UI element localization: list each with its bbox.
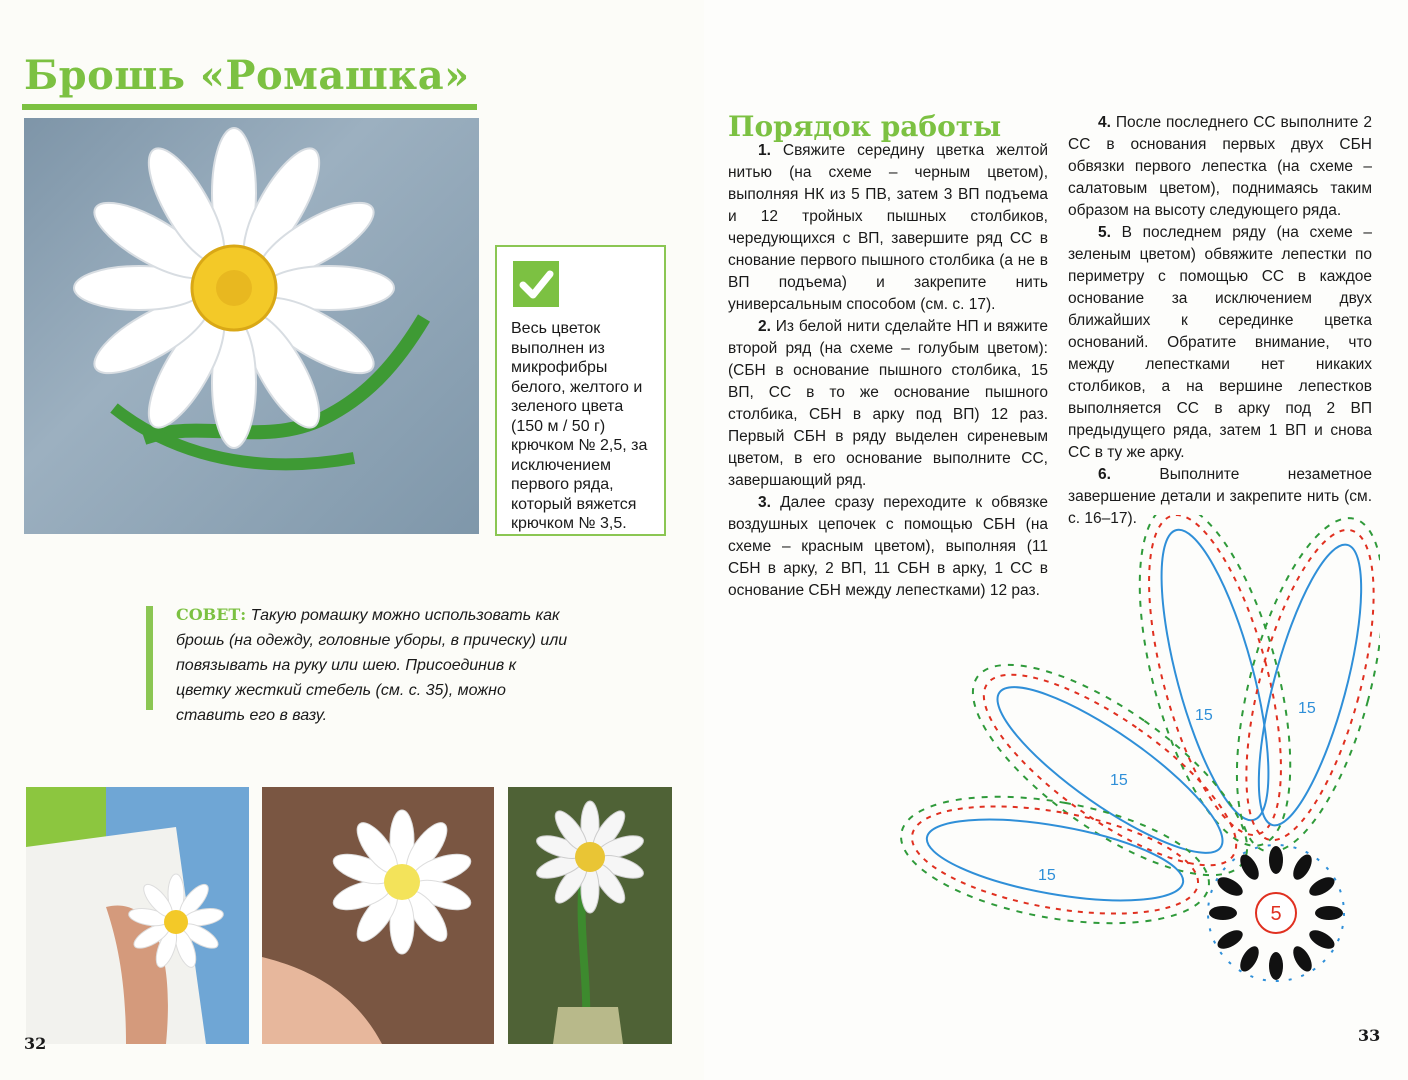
step-2: 2. Из белой нити сделайте НП и вяжите второй ряд (на схеме – голубым цветом): (СБН в основание пышного столбика, 15 ВП, СС в то же основание пышного столбика, СБН в арку под ВП) 12 раз. Первый СБН в ряду выделен сиреневым цветом, в его основание выполните СС, завершающий ряд.: [728, 318, 1048, 489]
crochet-diagram: [880, 515, 1380, 1045]
page-number-right: 33: [1358, 1026, 1381, 1045]
step-4: 4. После последнего СС выполните 2 СС в основания первых двух СБН обвязки первого лепестка (на схеме – салатовым цветом), поднимаясь таким образом на высоту следующего ряда.: [1068, 114, 1372, 219]
tip-body: Такую ромашку можно использовать как брошь (на одежду, головные уборы, в прическу) или повязывать на руку или шею. Присоединив к цветку жесткий стебель (см. с. 35), можно ставить его в вазу.: [176, 607, 568, 724]
petal-label-3: 15: [1110, 772, 1128, 789]
step-5: 5. В последнем ряду (на схеме – зеленым цветом) обвяжите лепестки по периметру с помощью СС в каждое основание за исключением двух ближайших к серединке цветка оснований. Обратите внимание, что между лепестками нет никаких столбиков, а на вершине лепестков выполняется СС в арку под 2 ВП предыдущего ряда, затем 1 ВП и снова СС в ту же арку.: [1068, 224, 1372, 461]
instructions-column-2: [1068, 112, 1372, 530]
section-title: Порядок работы: [728, 110, 1002, 143]
page-number-left: 32: [24, 1034, 47, 1053]
center-label: 5: [1270, 903, 1282, 925]
tip-text-block: [176, 602, 568, 728]
tip-label: СОВЕТ:: [176, 605, 247, 624]
petal-label-2: 15: [1298, 700, 1316, 717]
materials-text: Весь цветок выполнен из микрофибры белого, желтого и зеленого цвета (150 м / 50 г) крючком № 2,5, за исключением первого ряда, который вяжется крючком № 3,5.: [511, 320, 648, 532]
vase-photo: [508, 787, 672, 1044]
petal-label-4: 15: [1038, 867, 1056, 884]
main-daisy-photo: [24, 118, 479, 534]
step-6: 6. Выполните незаметное завершение детали и закрепите нить (см. с. 16–17).: [1068, 466, 1372, 527]
wrist-photo: [26, 787, 249, 1044]
hair-photo: [262, 787, 494, 1044]
page-title: Брошь «Ромашка»: [24, 52, 470, 99]
petal-2: [1208, 515, 1380, 867]
step-3: 3. Далее сразу переходите к обвязке воздушных цепочек с помощью СБН (на схеме – красным цветом), выполняя (11 СБН в арку, 2 ВП, 11 СБН в арку, 1 СС в основание СБН между лепестками) 12 раз.: [728, 494, 1048, 599]
materials-note: [495, 245, 666, 536]
tip-bar: [146, 606, 153, 710]
title-rule: [22, 104, 477, 110]
petal-3: [943, 628, 1277, 912]
petal-1: [1110, 515, 1321, 861]
petal-label-1: 15: [1195, 707, 1213, 724]
petal-4: [891, 776, 1218, 944]
step-1: 1. Свяжите середину цветка желтой нитью (на схеме – черным цветом), выполняя НК из 5 ПВ, затем 3 ВП подъема и 12 тройных пышных столбиков, чередующихся с ВП, завершите ряд СС в снование первого пышного столбика (а не в ВП подъема) и закрепите нить универсальным способом (см. с. 17).: [728, 142, 1048, 313]
checkmark-icon: [513, 261, 559, 307]
